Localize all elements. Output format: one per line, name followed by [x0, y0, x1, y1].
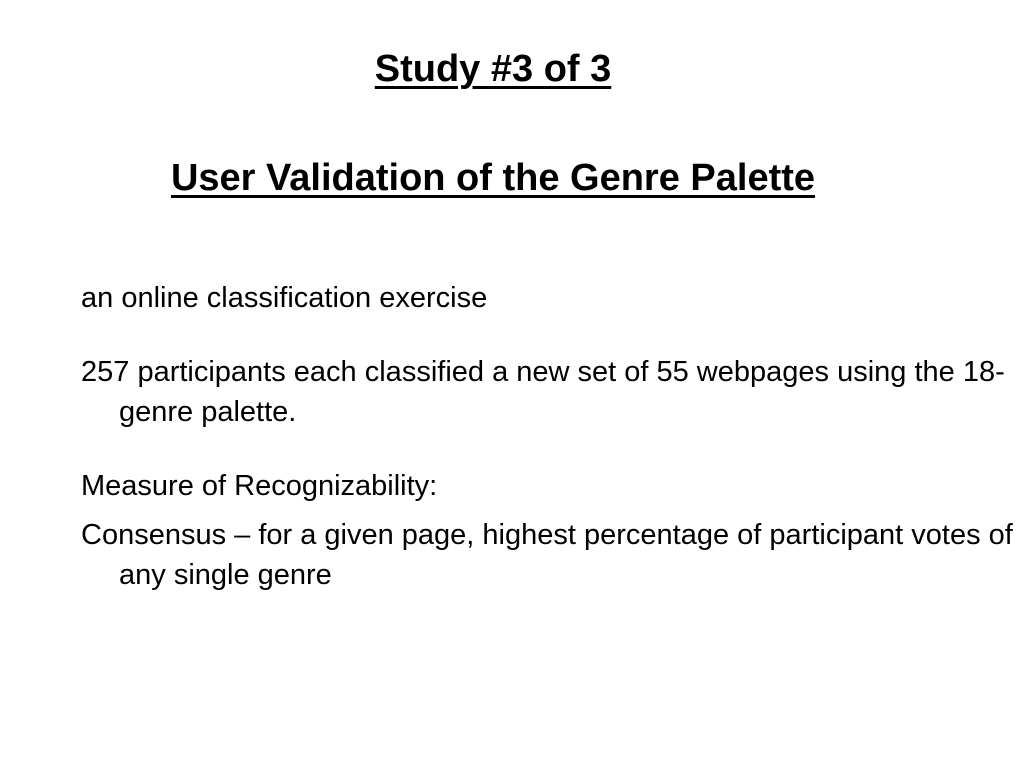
body-paragraph-2: 257 participants each classified a new set of 55 webpages using the 18-genre palette. — [81, 356, 1005, 428]
body-paragraph-4: Consensus – for a given page, highest percentage of participant votes of any single genre — [81, 519, 1013, 591]
body-paragraph-1: an online classification exercise — [81, 282, 488, 314]
slide-title: Study #3 of 3 — [374, 48, 612, 90]
body-paragraph-3: Measure of Recognizability: — [81, 470, 438, 502]
slide-subtitle: User Validation of the Genre Palette — [170, 157, 816, 199]
